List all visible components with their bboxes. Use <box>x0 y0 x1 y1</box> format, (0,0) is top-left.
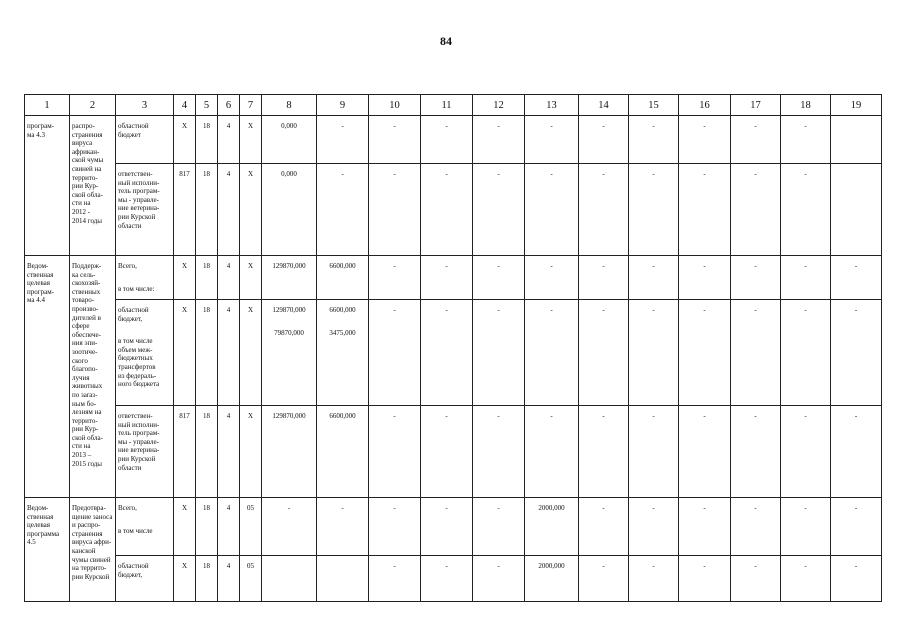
amount-cell: - <box>781 498 831 556</box>
amount-cell: - <box>421 116 473 164</box>
column-header: 15 <box>629 95 679 116</box>
funding-source-label: областной бюджет, <box>118 562 149 579</box>
amount-value: 129870,000 <box>272 306 306 314</box>
funding-source-cell <box>116 556 174 602</box>
amount-cell <box>262 498 317 556</box>
header-row <box>25 95 882 116</box>
amount-cell <box>317 116 369 164</box>
column-header: 18 <box>781 95 831 116</box>
column-header: 3 <box>116 95 174 116</box>
column-header: 8 <box>262 95 317 116</box>
code-cell: 18 <box>196 164 218 256</box>
column-header: 5 <box>196 95 218 116</box>
amount-cell: - <box>629 556 679 602</box>
amount-subvalue: 3475,000 <box>329 328 356 337</box>
amount-value: 6600,000 <box>329 262 356 270</box>
code-cell: 18 <box>196 406 218 498</box>
amount-cell: - <box>781 300 831 406</box>
amount-cell <box>262 116 317 164</box>
column-header: 19 <box>831 95 882 116</box>
table-row <box>25 116 882 164</box>
amount-cell: - <box>525 406 579 498</box>
amount-cell: - <box>525 300 579 406</box>
code-cell: 4 <box>218 164 240 256</box>
program-name-cell: Ведом- ственная целевая программа 4.5 <box>25 498 70 602</box>
amount-cell: - <box>731 256 781 300</box>
amount-cell <box>317 256 369 300</box>
funding-source-cell <box>116 256 174 300</box>
amount-cell: - <box>679 498 731 556</box>
amount-value: - <box>341 504 344 512</box>
amount-cell: - <box>579 406 629 498</box>
column-header: 16 <box>679 95 731 116</box>
amount-cell: - <box>679 116 731 164</box>
amount-cell: - <box>525 164 579 256</box>
amount-cell: - <box>473 498 525 556</box>
amount-cell: - <box>629 300 679 406</box>
amount-value: - <box>287 504 291 512</box>
amount-cell: - <box>579 498 629 556</box>
funding-source-cell <box>116 406 174 498</box>
amount-value: 129870,000 <box>272 412 306 420</box>
amount-cell: 2000,000 <box>525 498 579 556</box>
amount-cell <box>317 498 369 556</box>
code-cell: 18 <box>196 300 218 406</box>
amount-cell: - <box>579 556 629 602</box>
code-cell: X <box>174 256 196 300</box>
amount-value: 6600,000 <box>329 306 356 314</box>
amount-cell: - <box>781 406 831 498</box>
amount-cell <box>262 256 317 300</box>
column-header: 7 <box>240 95 262 116</box>
amount-cell: - <box>369 164 421 256</box>
code-cell: 05 <box>240 556 262 602</box>
amount-cell: - <box>679 300 731 406</box>
amount-cell: - <box>781 164 831 256</box>
program-name-cell: програм- ма 4.3 <box>25 116 70 256</box>
amount-cell: - <box>473 406 525 498</box>
column-header: 10 <box>369 95 421 116</box>
amount-cell: - <box>731 164 781 256</box>
amount-cell: - <box>731 498 781 556</box>
table-body <box>25 116 882 602</box>
budget-table <box>24 94 882 602</box>
table-row <box>25 164 882 256</box>
amount-cell: - <box>781 556 831 602</box>
table-row <box>25 256 882 300</box>
amount-cell: - <box>369 300 421 406</box>
amount-cell: - <box>629 498 679 556</box>
amount-cell: - <box>525 116 579 164</box>
amount-cell: - <box>369 406 421 498</box>
amount-cell: - <box>525 256 579 300</box>
amount-cell: - <box>679 406 731 498</box>
program-description-cell: Поддерж- ка сель- скохозяй- ственных товаро- произво- дителей в сфере обеспече- ния эпи- зоотиче- ского благопо- лучия животных по заraз- ным бо- лезням на террито- рии Кур- ской обла- сти на 2013 – 2015 годы <box>70 256 116 498</box>
code-cell: 817 <box>174 164 196 256</box>
amount-cell: - <box>831 498 882 556</box>
column-header: 4 <box>174 95 196 116</box>
amount-cell: - <box>831 300 882 406</box>
column-header: 6 <box>218 95 240 116</box>
program-description-cell: Предотвра- щение заноса и распро- странения вируса афри- канской чумы свиней на террито- рии Курской <box>70 498 116 602</box>
code-cell: 05 <box>240 498 262 556</box>
amount-value: - <box>341 122 344 130</box>
amount-cell: - <box>731 300 781 406</box>
code-cell: 18 <box>196 256 218 300</box>
amount-cell: - <box>421 406 473 498</box>
amount-cell: - <box>369 498 421 556</box>
amount-cell <box>262 164 317 256</box>
code-cell: X <box>240 116 262 164</box>
code-cell: X <box>174 498 196 556</box>
amount-cell: - <box>421 256 473 300</box>
funding-source-label: ответствен- ный исполни- тель програм- мы - управле- ние ветерина- рии Курской области <box>118 412 160 472</box>
amount-cell <box>317 300 369 406</box>
code-cell: 4 <box>218 498 240 556</box>
column-header: 1 <box>25 95 70 116</box>
column-header: 17 <box>731 95 781 116</box>
amount-cell: - <box>831 556 882 602</box>
funding-source-label: ответствен- ный исполни- тель програм- мы - управле- ние ветерина- рии Курской области <box>118 170 160 230</box>
amount-cell <box>317 556 369 602</box>
code-cell: X <box>240 256 262 300</box>
amount-cell: - <box>421 498 473 556</box>
code-cell: X <box>174 116 196 164</box>
amount-cell: - <box>579 300 629 406</box>
code-cell: X <box>174 556 196 602</box>
funding-source-sublabel: в том числе: <box>118 284 155 293</box>
funding-source-sublabel: в том числе объем меж- бюджетных трансфертов из федераль- ного бюджета <box>118 337 160 389</box>
amount-cell: - <box>579 164 629 256</box>
amount-cell: - <box>831 406 882 498</box>
amount-cell <box>262 556 317 602</box>
table-row <box>25 498 882 556</box>
program-description-cell: распро- странения вируса африкан- ской чумы свиней на террито- рии Кур- ской обла- сти на 2012 - 2014 годы <box>70 116 116 256</box>
amount-cell: - <box>629 116 679 164</box>
funding-source-sublabel: в том числе <box>118 526 153 535</box>
page-number: 84 <box>440 34 452 48</box>
amount-cell <box>262 406 317 498</box>
column-header: 12 <box>473 95 525 116</box>
funding-source-cell <box>116 498 174 556</box>
table-row <box>25 300 882 406</box>
table-row <box>25 406 882 498</box>
amount-cell: - <box>579 116 629 164</box>
amount-cell <box>262 300 317 406</box>
column-header: 9 <box>317 95 369 116</box>
amount-cell: - <box>369 256 421 300</box>
amount-cell: - <box>679 556 731 602</box>
amount-value: 0,000 <box>281 122 297 130</box>
code-cell: 4 <box>218 116 240 164</box>
code-cell: X <box>240 406 262 498</box>
amount-value: 0,000 <box>281 170 297 178</box>
column-header: 13 <box>525 95 579 116</box>
amount-cell: - <box>421 164 473 256</box>
amount-cell: - <box>629 406 679 498</box>
code-cell: 817 <box>174 406 196 498</box>
amount-cell: - <box>629 164 679 256</box>
funding-source-label: областной бюджет <box>118 122 149 139</box>
code-cell: 18 <box>196 498 218 556</box>
amount-cell: - <box>731 406 781 498</box>
amount-value: 129870,000 <box>272 262 306 270</box>
amount-value: - <box>341 170 344 178</box>
amount-cell: - <box>731 116 781 164</box>
column-header: 14 <box>579 95 629 116</box>
amount-cell: - <box>473 300 525 406</box>
amount-cell: - <box>369 556 421 602</box>
funding-source-cell <box>116 164 174 256</box>
amount-cell: 2000,000 <box>525 556 579 602</box>
amount-cell: - <box>369 116 421 164</box>
amount-cell: - <box>579 256 629 300</box>
amount-cell: - <box>473 556 525 602</box>
code-cell: 4 <box>218 406 240 498</box>
amount-cell: - <box>473 116 525 164</box>
amount-cell: - <box>421 556 473 602</box>
funding-source-cell <box>116 300 174 406</box>
amount-cell: - <box>421 300 473 406</box>
amount-cell <box>317 164 369 256</box>
code-cell: X <box>240 300 262 406</box>
funding-source-label: Всего, <box>118 262 137 270</box>
amount-subvalue: 79870,000 <box>274 328 304 337</box>
amount-cell: - <box>731 556 781 602</box>
amount-cell: - <box>781 116 831 164</box>
funding-source-label: областной бюджет, <box>118 306 149 323</box>
code-cell: X <box>174 300 196 406</box>
code-cell: 18 <box>196 556 218 602</box>
code-cell: X <box>240 164 262 256</box>
program-name-cell: Ведом- ственная целевая програм- ма 4.4 <box>25 256 70 498</box>
amount-cell: - <box>629 256 679 300</box>
amount-cell: - <box>781 256 831 300</box>
amount-cell <box>831 116 882 164</box>
amount-cell: - <box>679 164 731 256</box>
amount-cell <box>317 406 369 498</box>
code-cell: 4 <box>218 256 240 300</box>
code-cell: 4 <box>218 556 240 602</box>
amount-cell: - <box>473 256 525 300</box>
amount-cell: - <box>831 256 882 300</box>
column-header: 11 <box>421 95 473 116</box>
amount-value: 6600,000 <box>329 412 356 420</box>
code-cell: 18 <box>196 116 218 164</box>
funding-source-cell <box>116 116 174 164</box>
column-header: 2 <box>70 95 116 116</box>
amount-cell: - <box>473 164 525 256</box>
table-row <box>25 556 882 602</box>
funding-source-label: Всего, <box>118 504 137 512</box>
amount-cell: - <box>679 256 731 300</box>
amount-cell <box>831 164 882 256</box>
code-cell: 4 <box>218 300 240 406</box>
